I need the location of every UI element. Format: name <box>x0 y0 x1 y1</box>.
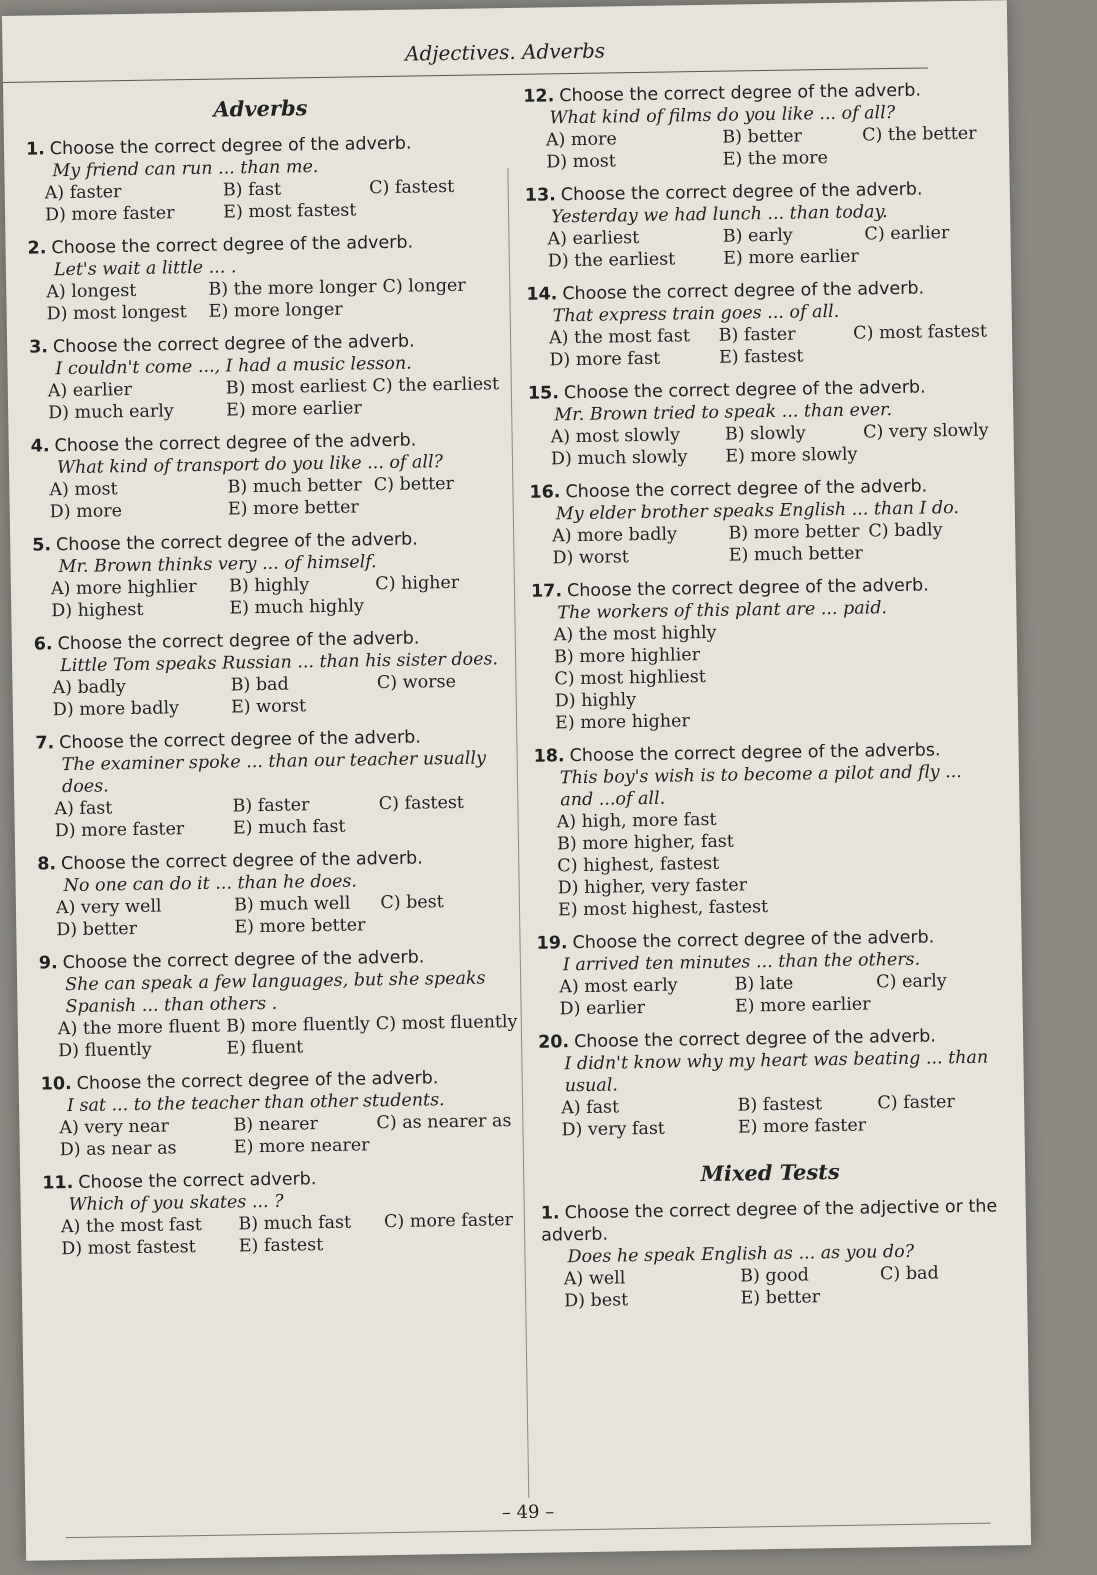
answer-option: D) the earliest <box>547 249 676 272</box>
question-item <box>27 230 498 325</box>
answer-option: E) more better <box>234 915 366 938</box>
answer-option: A) well <box>563 1268 626 1290</box>
question-item <box>541 1195 1003 1312</box>
question-item <box>526 277 987 372</box>
answer-option: E) much highly <box>229 596 365 619</box>
question-number: 17. <box>530 581 563 602</box>
question-sentence: I arrived ten minutes ... than the others. <box>562 949 921 976</box>
question-sentence: Does he speak English as ... as you do? <box>567 1241 915 1268</box>
answer-option: E) better <box>740 1287 821 1309</box>
answer-options <box>30 373 501 424</box>
question-number: 8. <box>37 854 57 875</box>
question-number: 9. <box>38 953 58 974</box>
answer-option: D) more fast <box>549 348 661 371</box>
question-prompt: Choose the correct degree of the adverb. <box>565 476 928 503</box>
answer-option: C) most fluently <box>375 1012 518 1035</box>
answer-option: A) high, more fast <box>556 809 717 833</box>
answer-option: B) better <box>722 126 803 148</box>
answer-option: B) most earliest <box>225 376 367 399</box>
answer-options <box>34 670 505 721</box>
question-sentence: What kind of films do you like ... of all? <box>549 102 896 129</box>
answer-option: E) fastest <box>238 1235 324 1257</box>
section-title-adverbs: Adverbs <box>213 95 308 122</box>
answer-option: B) bad <box>230 674 289 696</box>
answer-options <box>40 1011 518 1062</box>
question-item <box>37 846 508 941</box>
question-prompt: Choose the correct degree of the adverb. <box>572 927 935 954</box>
question-number: 5. <box>32 535 52 556</box>
answer-option: D) very fast <box>561 1118 666 1141</box>
answer-option: D) more <box>49 501 123 523</box>
question-sentence: Mr. Brown tried to speak ... than ever. <box>554 400 893 426</box>
answer-option: A) very well <box>55 896 162 919</box>
answer-option: C) better <box>373 473 455 496</box>
question-prompt: Choose the correct adverb. <box>78 1169 317 1193</box>
answer-option: B) much well <box>233 893 351 916</box>
question-sentence: That express train goes ... of all. <box>552 301 840 327</box>
question-number: 15. <box>527 383 560 404</box>
answer-option: E) most fastest <box>223 200 357 223</box>
answer-option: C) the earliest <box>372 374 500 397</box>
question-sentence: I couldn't come ..., I had a music lesson. <box>55 353 412 380</box>
question-item <box>525 178 986 273</box>
answer-option: E) more slowly <box>725 444 858 467</box>
question-prompt: Choose the correct degree of the adjective or the adverb. <box>540 1196 998 1246</box>
answer-option: D) best <box>564 1290 629 1312</box>
answer-option: E) the more <box>722 148 829 170</box>
question-sentence: Yesterday we had lunch ... than today. <box>551 202 888 228</box>
answer-options <box>31 472 502 523</box>
question-item <box>42 1165 513 1260</box>
answer-option: B) nearer <box>233 1114 319 1136</box>
answer-option: B) slowly <box>724 423 806 445</box>
answer-option: E) fastest <box>718 346 804 368</box>
answer-option: A) fast <box>560 1097 620 1119</box>
answer-option: A) longest <box>46 280 137 303</box>
answer-option: D) better <box>56 918 138 941</box>
answer-option: C) higher <box>375 572 460 595</box>
question-prompt: Choose the correct degree of the adverb. <box>52 331 415 358</box>
answer-option: E) more better <box>227 497 359 520</box>
question-number: 3. <box>28 337 49 358</box>
left-question-list <box>25 131 518 1260</box>
answer-option: D) more badly <box>52 698 180 721</box>
answer-option: B) much better <box>227 475 362 498</box>
question-number: 16. <box>529 482 561 503</box>
answer-option: E) most highest, fastest <box>557 897 769 921</box>
question-sentence: The examiner spoke ... than our teacher usually does. <box>61 748 487 798</box>
question-item <box>538 1024 1000 1141</box>
answer-option: D) most longest <box>46 302 187 325</box>
answer-option: A) more badly <box>552 524 678 547</box>
answer-option: D) most fastest <box>61 1237 196 1260</box>
answer-option: E) much fast <box>232 816 346 839</box>
answer-option: B) faster <box>232 795 310 817</box>
answer-option: E) much better <box>728 543 863 566</box>
answer-option: C) early <box>876 971 947 993</box>
question-prompt: Choose the correct degree of the adverb. <box>59 727 422 754</box>
answer-option: A) most slowly <box>550 425 681 448</box>
answer-option: E) fluent <box>226 1037 304 1059</box>
answer-option: A) more <box>545 129 617 151</box>
question-item <box>41 1066 512 1161</box>
question-prompt: Choose the correct degree of the adverb. <box>562 278 925 305</box>
answer-option: C) best <box>380 892 444 914</box>
answer-option: C) worse <box>376 671 457 694</box>
answer-options <box>27 175 498 226</box>
answer-option: C) badly <box>868 520 943 542</box>
answer-option: D) higher, very faster <box>557 875 748 899</box>
question-sentence: I sat ... to the teacher than other students. <box>66 1090 445 1117</box>
question-item <box>536 925 997 1020</box>
question-prompt: Choose the correct degree of the adverb. <box>573 1026 936 1053</box>
question-prompt: Choose the correct degree of the adverb. <box>51 232 414 259</box>
answer-option: D) much slowly <box>550 447 688 470</box>
question-prompt: Choose the correct degree of the adverb. <box>62 947 425 974</box>
question-prompt: Choose the correct degree of the adverb. <box>559 80 922 107</box>
answer-option: E) more higher <box>554 711 690 734</box>
answer-option: A) the most fast <box>60 1214 202 1238</box>
question-sentence: What kind of transport do you like ... of all? <box>56 452 444 479</box>
answer-option: C) most fastest <box>853 321 988 344</box>
question-number: 11. <box>42 1173 74 1194</box>
answer-option: E) more earlier <box>225 398 362 421</box>
answer-option: B) late <box>734 973 794 995</box>
question-item <box>26 131 497 226</box>
book-page <box>2 0 1031 1561</box>
question-number: 6. <box>33 634 53 655</box>
answer-options <box>41 1110 512 1161</box>
question-prompt: Choose the correct degree of the adverbs. <box>569 740 941 767</box>
question-number: 4. <box>30 436 50 457</box>
answer-option: B) faster <box>718 324 796 346</box>
answer-option: A) faster <box>44 182 122 204</box>
question-sentence: This boy's wish is to become a pilot and fly ... and ...of all. <box>559 762 963 811</box>
question-sentence: My elder brother speaks English ... than I do. <box>555 498 960 525</box>
question-prompt: Choose the correct degree of the adverb. <box>566 575 929 602</box>
answer-option: A) more highlier <box>50 577 197 600</box>
answer-option: C) fastest <box>368 176 455 199</box>
answer-option: A) most early <box>559 975 678 998</box>
question-prompt: Choose the correct degree of the adverb. <box>57 628 420 655</box>
answer-option: D) much early <box>48 401 174 424</box>
answer-option: A) most <box>49 479 118 501</box>
answer-options <box>542 1261 1003 1312</box>
answer-option: B) more better <box>728 521 860 544</box>
question-item <box>523 79 984 174</box>
answer-options <box>528 420 989 471</box>
answer-option: C) fastest <box>378 792 465 815</box>
question-number: 2. <box>27 238 47 259</box>
answer-option: A) earliest <box>547 228 640 250</box>
question-item <box>38 945 518 1062</box>
answer-option: D) more faster <box>54 819 185 842</box>
answer-option: B) early <box>722 225 793 247</box>
question-sentence: I didn't know why my heart was beating ... than usual. <box>564 1047 989 1097</box>
answer-option: E) worst <box>230 696 307 718</box>
section-title-mixed-tests: Mixed Tests <box>700 1158 840 1187</box>
answer-options <box>537 969 998 1020</box>
answer-option: C) more faster <box>383 1210 514 1233</box>
question-item <box>529 475 990 570</box>
answer-option: B) good <box>740 1265 810 1287</box>
column-divider <box>507 168 529 1498</box>
question-number: 14. <box>526 284 558 305</box>
answer-option: A) the more fluent <box>57 1016 221 1040</box>
answer-option: E) more earlier <box>734 994 871 1017</box>
answer-option: A) the most fast <box>548 326 691 349</box>
page-number: – 49 – <box>501 1501 555 1524</box>
answer-option: A) badly <box>52 677 127 699</box>
answer-option: D) earlier <box>559 998 646 1020</box>
question-item <box>531 574 993 735</box>
answer-options <box>524 123 985 174</box>
answer-option: E) more earlier <box>723 246 859 269</box>
answer-option: D) highly <box>554 690 637 712</box>
right-question-list <box>523 79 1000 1142</box>
question-prompt: Choose the correct degree of the adverb. <box>54 430 417 457</box>
question-prompt: Choose the correct degree of the adverb. <box>563 377 926 404</box>
answer-options <box>539 1090 1000 1141</box>
page-title: Adjectives. Adverbs <box>404 38 606 66</box>
answer-options <box>33 571 504 622</box>
question-sentence: Mr. Brown thinks very ... of himself. <box>58 552 377 578</box>
answer-option: C) the better <box>862 123 977 146</box>
right-column <box>523 79 1002 1324</box>
question-sentence: She can speak a few languages, but she speaks Spanish ... than others . <box>65 968 486 1018</box>
answer-option: C) faster <box>877 1092 955 1114</box>
question-item <box>32 527 503 622</box>
answer-option: E) more nearer <box>233 1135 370 1158</box>
answer-option: A) fast <box>54 798 113 820</box>
answer-option: C) as nearer as <box>376 1111 512 1134</box>
question-sentence: My friend can run ... than me. <box>52 157 319 182</box>
answer-option: D) worst <box>552 547 629 569</box>
answer-options <box>36 791 507 842</box>
question-sentence: The workers of this plant are ... paid. <box>557 598 888 624</box>
answer-option: C) highest, fastest <box>557 853 720 877</box>
answer-option: D) more faster <box>44 203 175 226</box>
question-prompt: Choose the correct degree of the adverb. <box>76 1068 439 1094</box>
question-number: 18. <box>533 746 565 767</box>
answer-option: B) much fast <box>238 1212 352 1235</box>
answer-option: C) bad <box>879 1263 939 1285</box>
question-number: 13. <box>524 185 556 206</box>
question-number: 10. <box>40 1074 72 1095</box>
question-number: 1. <box>540 1203 560 1224</box>
question-prompt: Choose the correct degree of the adverb. <box>55 529 418 556</box>
answer-option: C) very slowly <box>862 420 989 443</box>
question-prompt: Choose the correct degree of the adverb. <box>60 848 423 875</box>
answer-options <box>525 222 986 273</box>
question-item <box>29 329 500 424</box>
answer-options <box>530 519 991 570</box>
question-number: 7. <box>35 733 55 754</box>
question-prompt: Choose the correct degree of the adverb. <box>49 133 412 160</box>
question-item <box>533 739 996 922</box>
answer-option: D) fluently <box>58 1039 152 1062</box>
answer-option: A) earlier <box>47 379 133 402</box>
answer-option: D) most <box>546 151 617 173</box>
answer-options <box>534 804 996 921</box>
answer-option: B) more fluently <box>225 1014 371 1037</box>
left-column <box>25 86 518 1271</box>
question-sentence: Which of you skates ... ? <box>68 1191 284 1216</box>
answer-option: E) more longer <box>208 299 343 322</box>
answer-option: B) the more longer <box>208 277 377 300</box>
answer-option: B) more higher, fast <box>556 831 735 855</box>
answer-options <box>28 274 499 325</box>
question-item <box>528 376 989 471</box>
question-number: 19. <box>536 933 568 954</box>
answer-options <box>527 321 988 372</box>
answer-options <box>38 890 509 941</box>
answer-option: D) highest <box>51 599 144 622</box>
question-sentence: Little Tom speaks Russian ... than his sister does. <box>59 649 499 677</box>
question-prompt: Choose the correct degree of the adverb. <box>560 179 923 206</box>
mixed-question <box>541 1195 1003 1312</box>
answer-option: E) more faster <box>737 1115 867 1138</box>
answer-option: B) more highlier <box>553 645 701 668</box>
answer-options <box>532 618 994 735</box>
answer-options <box>43 1209 514 1260</box>
answer-option: B) fastest <box>737 1094 823 1116</box>
answer-option: D) as near as <box>59 1138 177 1161</box>
question-number: 1. <box>25 139 46 160</box>
answer-option: A) very near <box>59 1116 170 1139</box>
question-sentence: Let's wait a little ... . <box>53 257 237 281</box>
answer-option: B) fast <box>222 179 282 201</box>
question-item <box>34 626 505 721</box>
question-item <box>35 725 507 842</box>
question-sentence: No one can do it ... than he does. <box>63 871 358 897</box>
answer-option: C) most highliest <box>554 667 706 690</box>
answer-option: C) longer <box>382 275 466 298</box>
question-number: 20. <box>537 1032 570 1053</box>
answer-option: B) highly <box>228 575 310 597</box>
answer-option: C) earlier <box>864 223 950 245</box>
question-item <box>31 428 502 523</box>
answer-option: A) the most highly <box>553 622 717 646</box>
question-number: 12. <box>523 86 555 107</box>
